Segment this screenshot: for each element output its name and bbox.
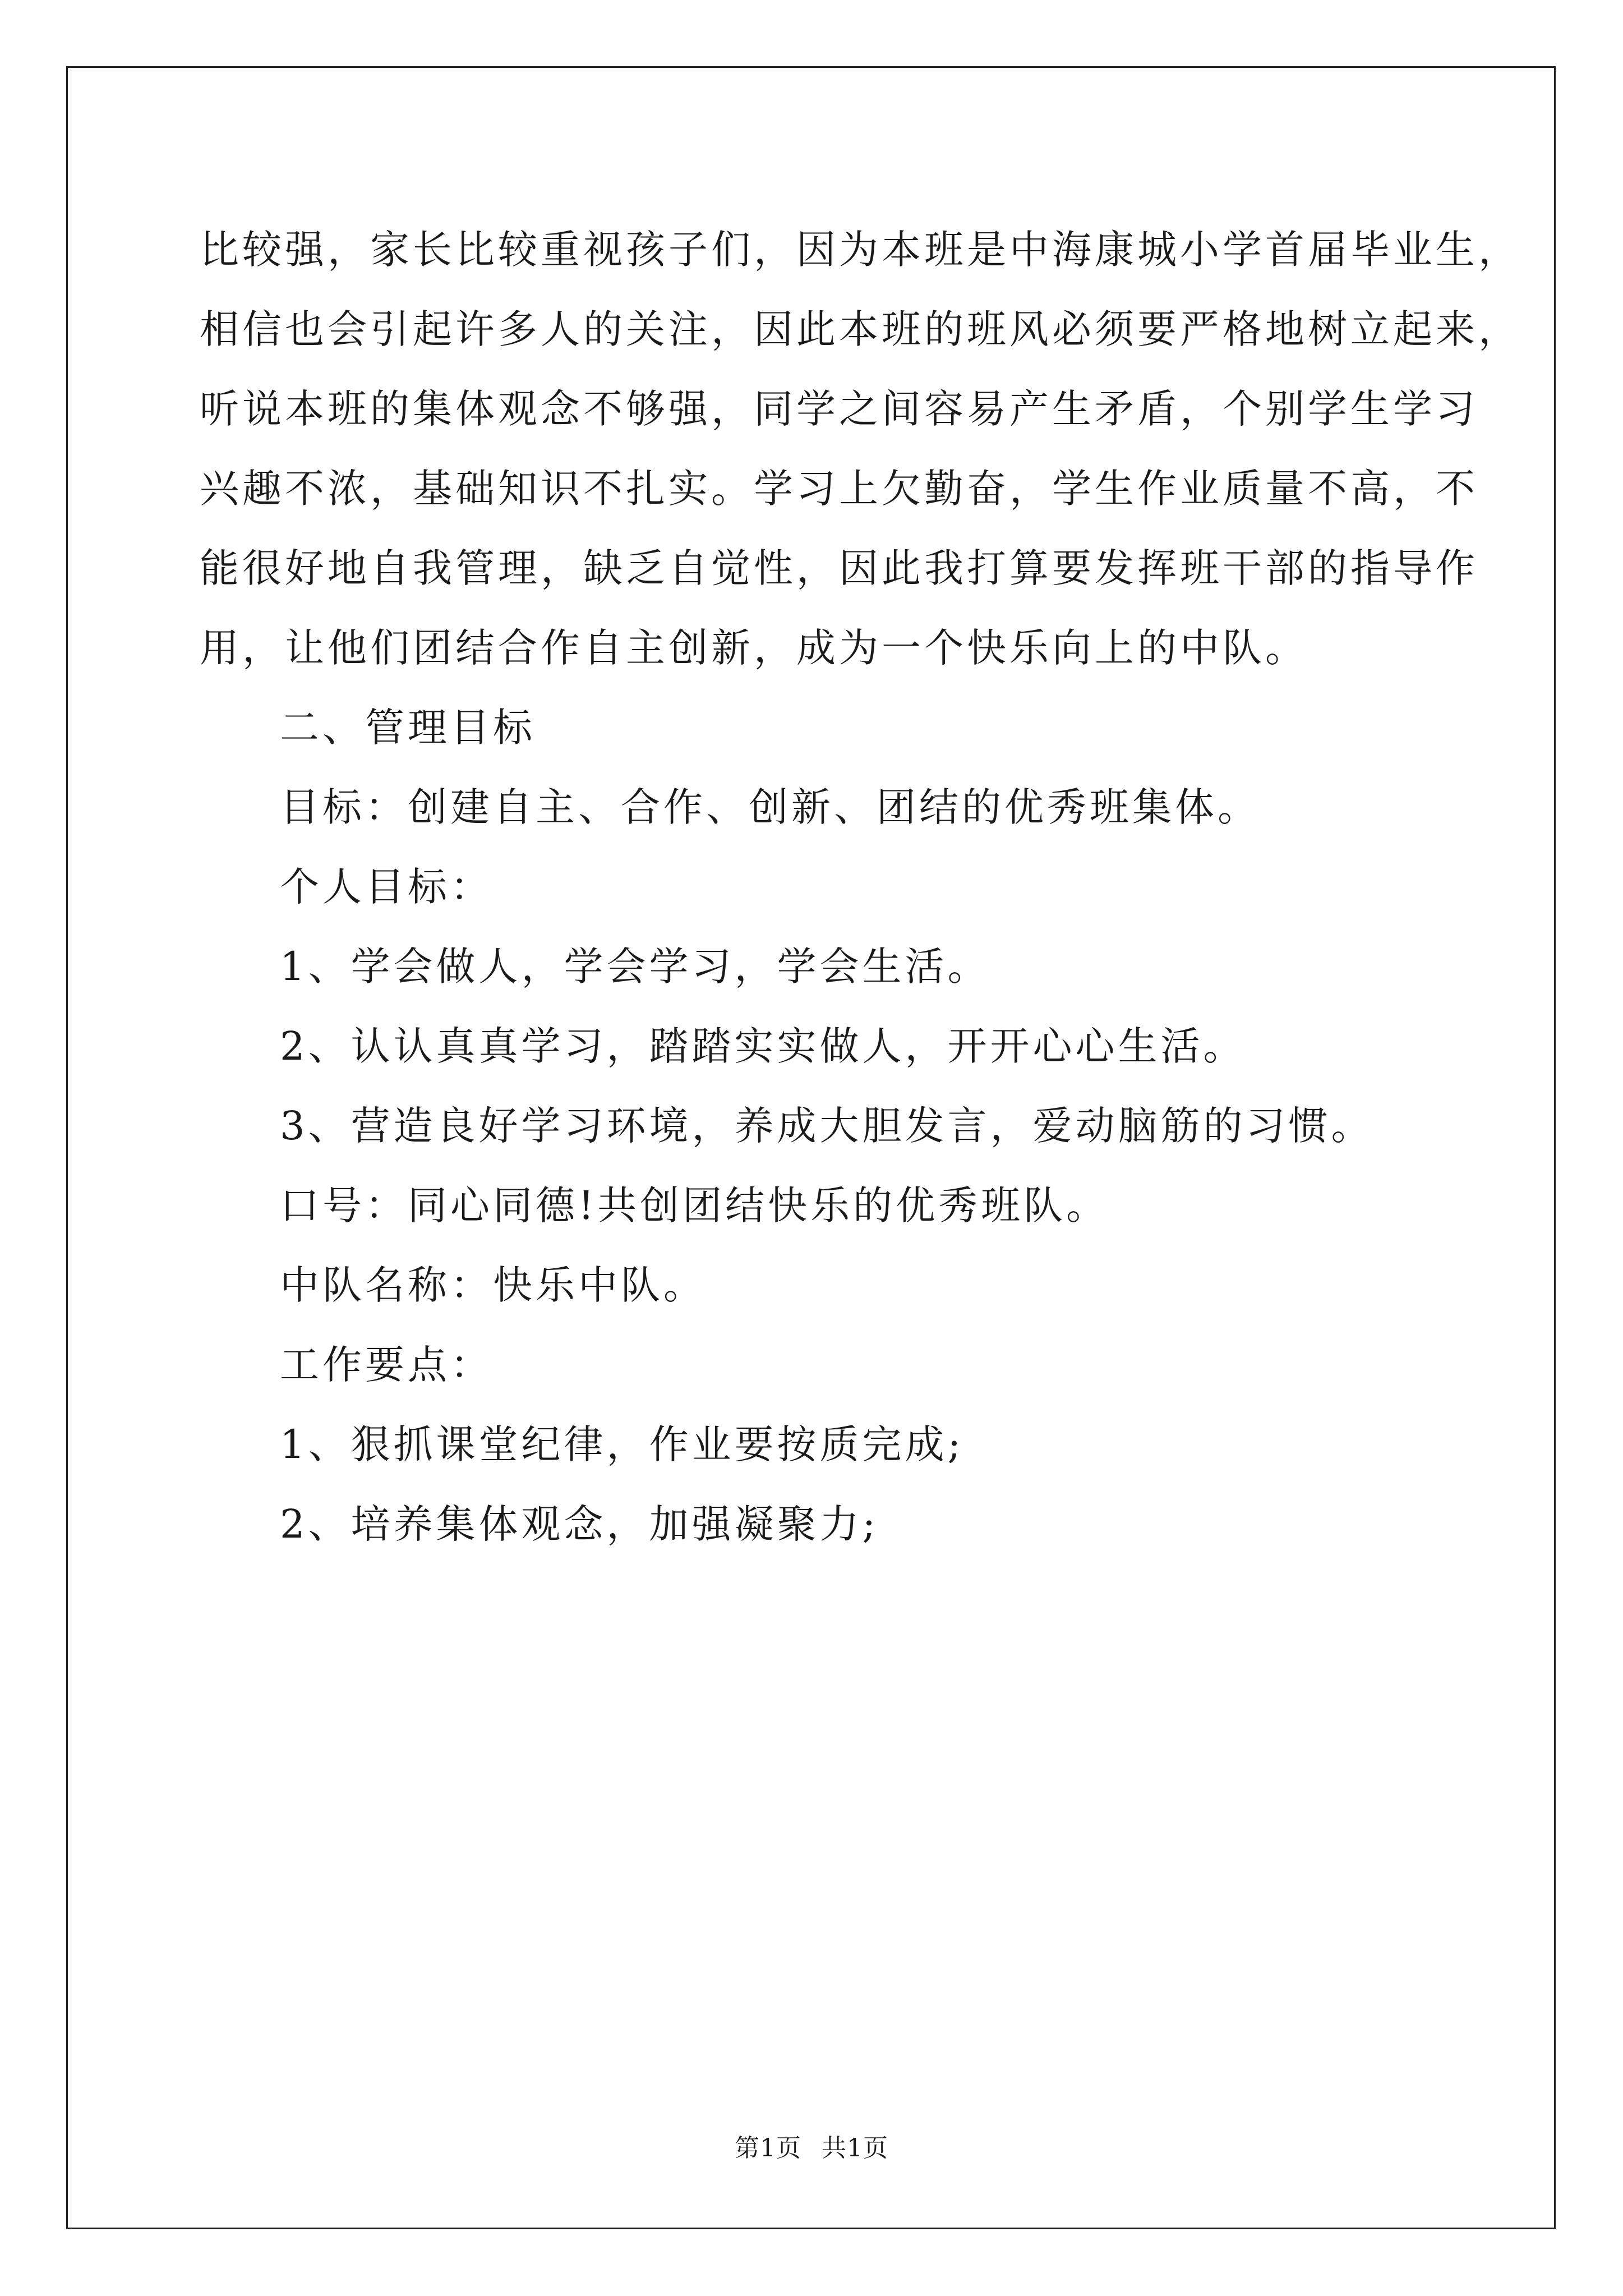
list-item: 3、营造良好学习环境，养成大胆发言，爱动脑筋的习惯。 [280,1103,1374,1149]
personal-goals-label: 个人目标： [280,864,493,910]
goal-line: 目标：创建自主、合作、创新、团结的优秀班集体。 [280,784,1260,830]
list-item: 2、培养集体观念，加强凝聚力; [280,1501,879,1547]
slogan-line: 口号：同心同德!共创团结快乐的优秀班队。 [280,1182,1109,1228]
squad-name-line: 中队名称：快乐中队。 [280,1262,706,1308]
page-footer [0,2132,1623,2165]
body-line-3: 听说本班的集体观念不够强，同学之间容易产生矛盾，个别学生学习 [200,386,1478,432]
list-item: 1、学会做人，学会学习，学会生活。 [280,944,990,990]
list-item: 1、狠抓课堂纪律，作业要按质完成; [280,1421,965,1467]
body-line-1: 比较强，家长比较重视孩子们，因为本班是中海康城小学首届毕业生， [200,227,1521,273]
page-number-current: 第1页 [735,2134,801,2162]
work-points-label: 工作要点： [280,1342,493,1388]
body-line-6: 用，让他们团结合作自主创新，成为一个快乐向上的中队。 [200,625,1308,671]
page-number-total: 共1页 [822,2134,888,2162]
body-line-2: 相信也会引起许多人的关注，因此本班的班风必须要严格地树立起来， [200,306,1521,352]
body-line-4: 兴趣不浓，基础知识不扎实。学习上欠勤奋，学生作业质量不高，不 [200,466,1478,512]
list-item: 2、认认真真学习，踏踏实实做人，开开心心生活。 [280,1023,1246,1069]
section-heading: 二、管理目标 [280,705,536,751]
body-line-5: 能很好地自我管理，缺乏自觉性，因此我打算要发挥班干部的指导作 [200,545,1478,591]
